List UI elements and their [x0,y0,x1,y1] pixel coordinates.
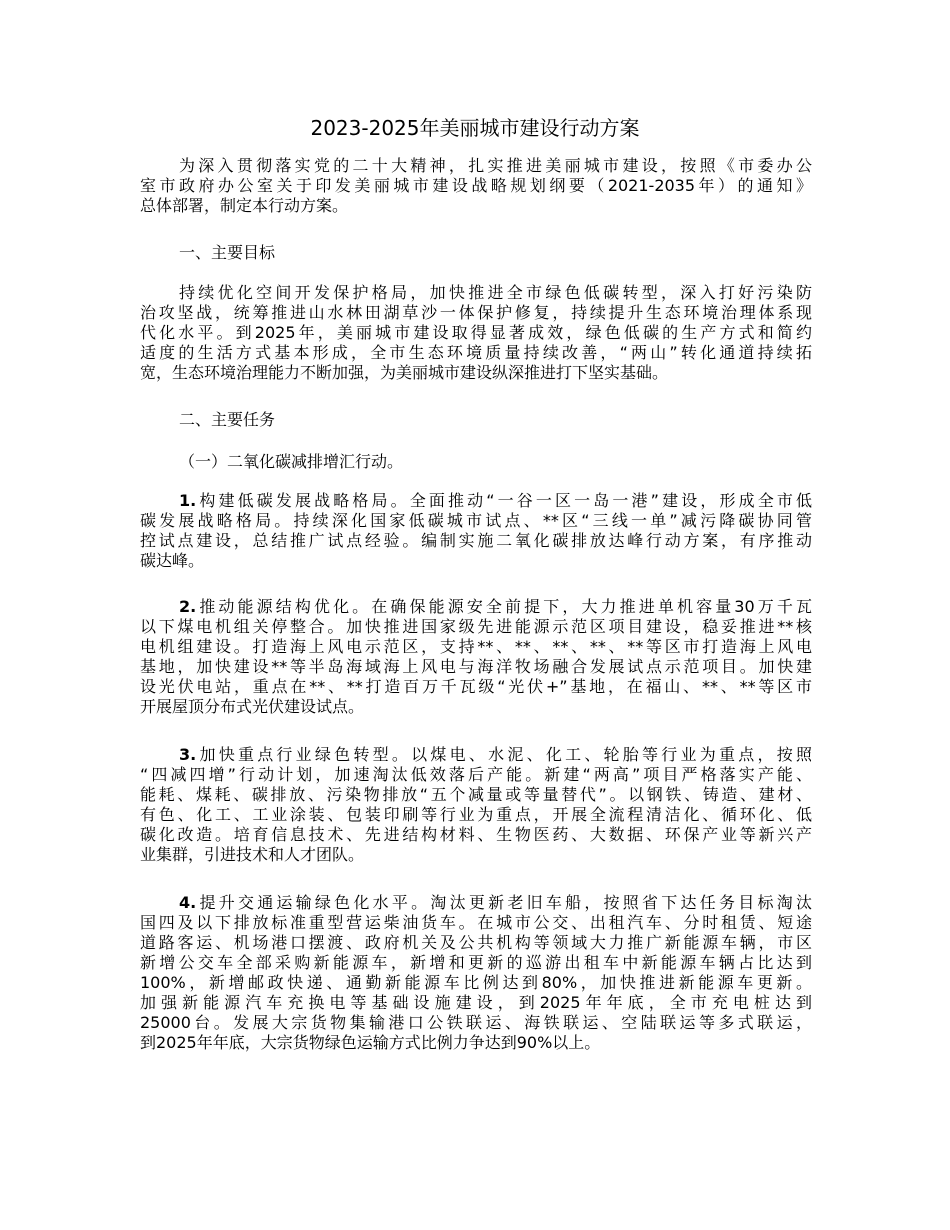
task-item-line: 设光伏电站，重点在**、**打造百万千瓦级“光伏+”基地，在福山、**、**等区市 [140,677,812,696]
task-item-4 [140,893,812,1053]
section-heading-text: 二、主要任务 [179,410,276,429]
goals-paragraph [140,283,812,383]
goals-line: 适度的生活方式基本形成，全市生态环境质量持续改善，“两山”转化通道持续拓 [140,343,812,362]
task-item-line: 加强新能源汽车充换电等基础设施建设，到2025年年底，全市充电桩达到 [140,993,812,1012]
task-item-line: 电机组建设。打造海上风电示范区，支持**、**、**、**、**等区市打造海上风电 [140,637,812,656]
intro-line: 总体部署，制定本行动方案。 [140,196,349,215]
task-item-line: 碳发展战略格局。持续深化国家低碳城市试点、**区“三线一单”减污降碳协同管 [140,511,812,530]
goals-line: 持续优化空间开发保护格局，加快推进全市绿色低碳转型，深入打好污染防 [179,283,812,302]
task-item-line [140,745,812,765]
goals-line: 代化水平。到2025年，美丽城市建设取得显著成效，绿色低碳的生产方式和简约 [140,323,812,342]
task-item-line: 碳达峰。 [140,551,205,570]
task-item-1 [140,491,812,571]
goals-line: 治攻坚战，统筹推进山水林田湖草沙一体保护修复，持续提升生态环境治理体系现 [140,303,812,322]
task-item-line: 碳化改造。培育信息技术、先进结构材料、生物医药、大数据、环保产业等新兴产 [140,825,812,844]
task-item-3 [140,745,812,865]
task-item-line: 新增公交车全部采购新能源车，新增和更新的巡游出租车中新能源车辆占比达到 [140,953,812,972]
task-item-number: 1. [179,491,197,510]
task-item-text: 构建低碳发展战略格局。全面推动“一谷一区一岛一港”建设，形成全市低 [196,491,812,510]
subsection-heading-text: （一）二氧化碳减排增汇行动。 [179,452,404,471]
task-item-line: 开展屋顶分布式光伏建设试点。 [140,697,365,716]
task-item-line: 以下煤电机组关停整合。加快推进国家级先进能源示范区项目建设，稳妥推进**核 [140,617,812,636]
task-item-line: 控试点建设，总结推广试点经验。编制实施二氧化碳排放达峰行动方案，有序推动 [140,531,812,550]
task-item-line: 道路客运、机场港口摆渡、政府机关及公共机构等领域大力推广新能源车辆，市区 [140,933,812,952]
subsection-heading [140,452,812,472]
task-item-line: 100%，新增邮政快递、通勤新能源车比例达到80%，加快推进新能源车更新。 [140,973,812,992]
intro-paragraph [140,156,812,216]
task-item-line: 到2025年年底，大宗货物绿色运输方式比例力争达到90%以上。 [140,1033,601,1052]
section-heading-text: 一、主要目标 [179,243,276,262]
intro-line: 为深入贯彻落实党的二十大精神，扎实推进美丽城市建设，按照《市委办公 [179,156,812,175]
task-item-number: 3. [179,745,197,764]
task-item-text: 推动能源结构优化。在确保能源安全前提下，大力推进单机容量30万千瓦 [196,597,812,616]
task-item-line: “四减四增”行动计划，加速淘汰低效落后产能。新建“两高”项目严格落实产能、 [140,765,812,784]
task-item-text: 提升交通运输绿色化水平。淘汰更新老旧车船，按照省下达任务目标淘汰 [196,893,812,912]
task-item-line: 国四及以下排放标准重型营运柴油货车。在城市公交、出租汽车、分时租赁、短途 [140,913,812,932]
document-title: 2023-2025年美丽城市建设行动方案 [310,116,640,140]
task-item-line: 有色、化工、工业涂装、包装印刷等行业为重点，开展全流程清洁化、循环化、低 [140,805,812,824]
task-item-line: 能耗、煤耗、碳排放、污染物排放“五个减量或等量替代”。以钢铁、铸造、建材、 [140,785,812,804]
task-item-line [140,893,812,913]
task-item-line [140,491,812,511]
task-item-number: 2. [179,597,197,616]
section-heading-tasks [140,410,812,430]
task-item-line [140,597,812,617]
task-item-text: 加快重点行业绿色转型。以煤电、水泥、化工、轮胎等行业为重点，按照 [196,745,812,764]
goals-line: 宽，生态环境治理能力不断加强，为美丽城市建设纵深推进打下坚实基础。 [140,363,669,382]
section-heading-goals [140,243,812,263]
task-item-2 [140,597,812,717]
task-item-line: 业集群，引进技术和人才团队。 [140,845,365,864]
task-item-line: 基地，加快建设**等半岛海域海上风电与海洋牧场融合发展试点示范项目。加快建 [140,657,812,676]
intro-line: 室市政府办公室关于印发美丽城市建设战略规划纲要（2021-2035年）的通知》 [140,176,812,195]
task-item-number: 4. [179,893,197,912]
task-item-line: 25000台。发展大宗货物集输港口公铁联运、海铁联运、空陆联运等多式联运， [140,1013,812,1032]
